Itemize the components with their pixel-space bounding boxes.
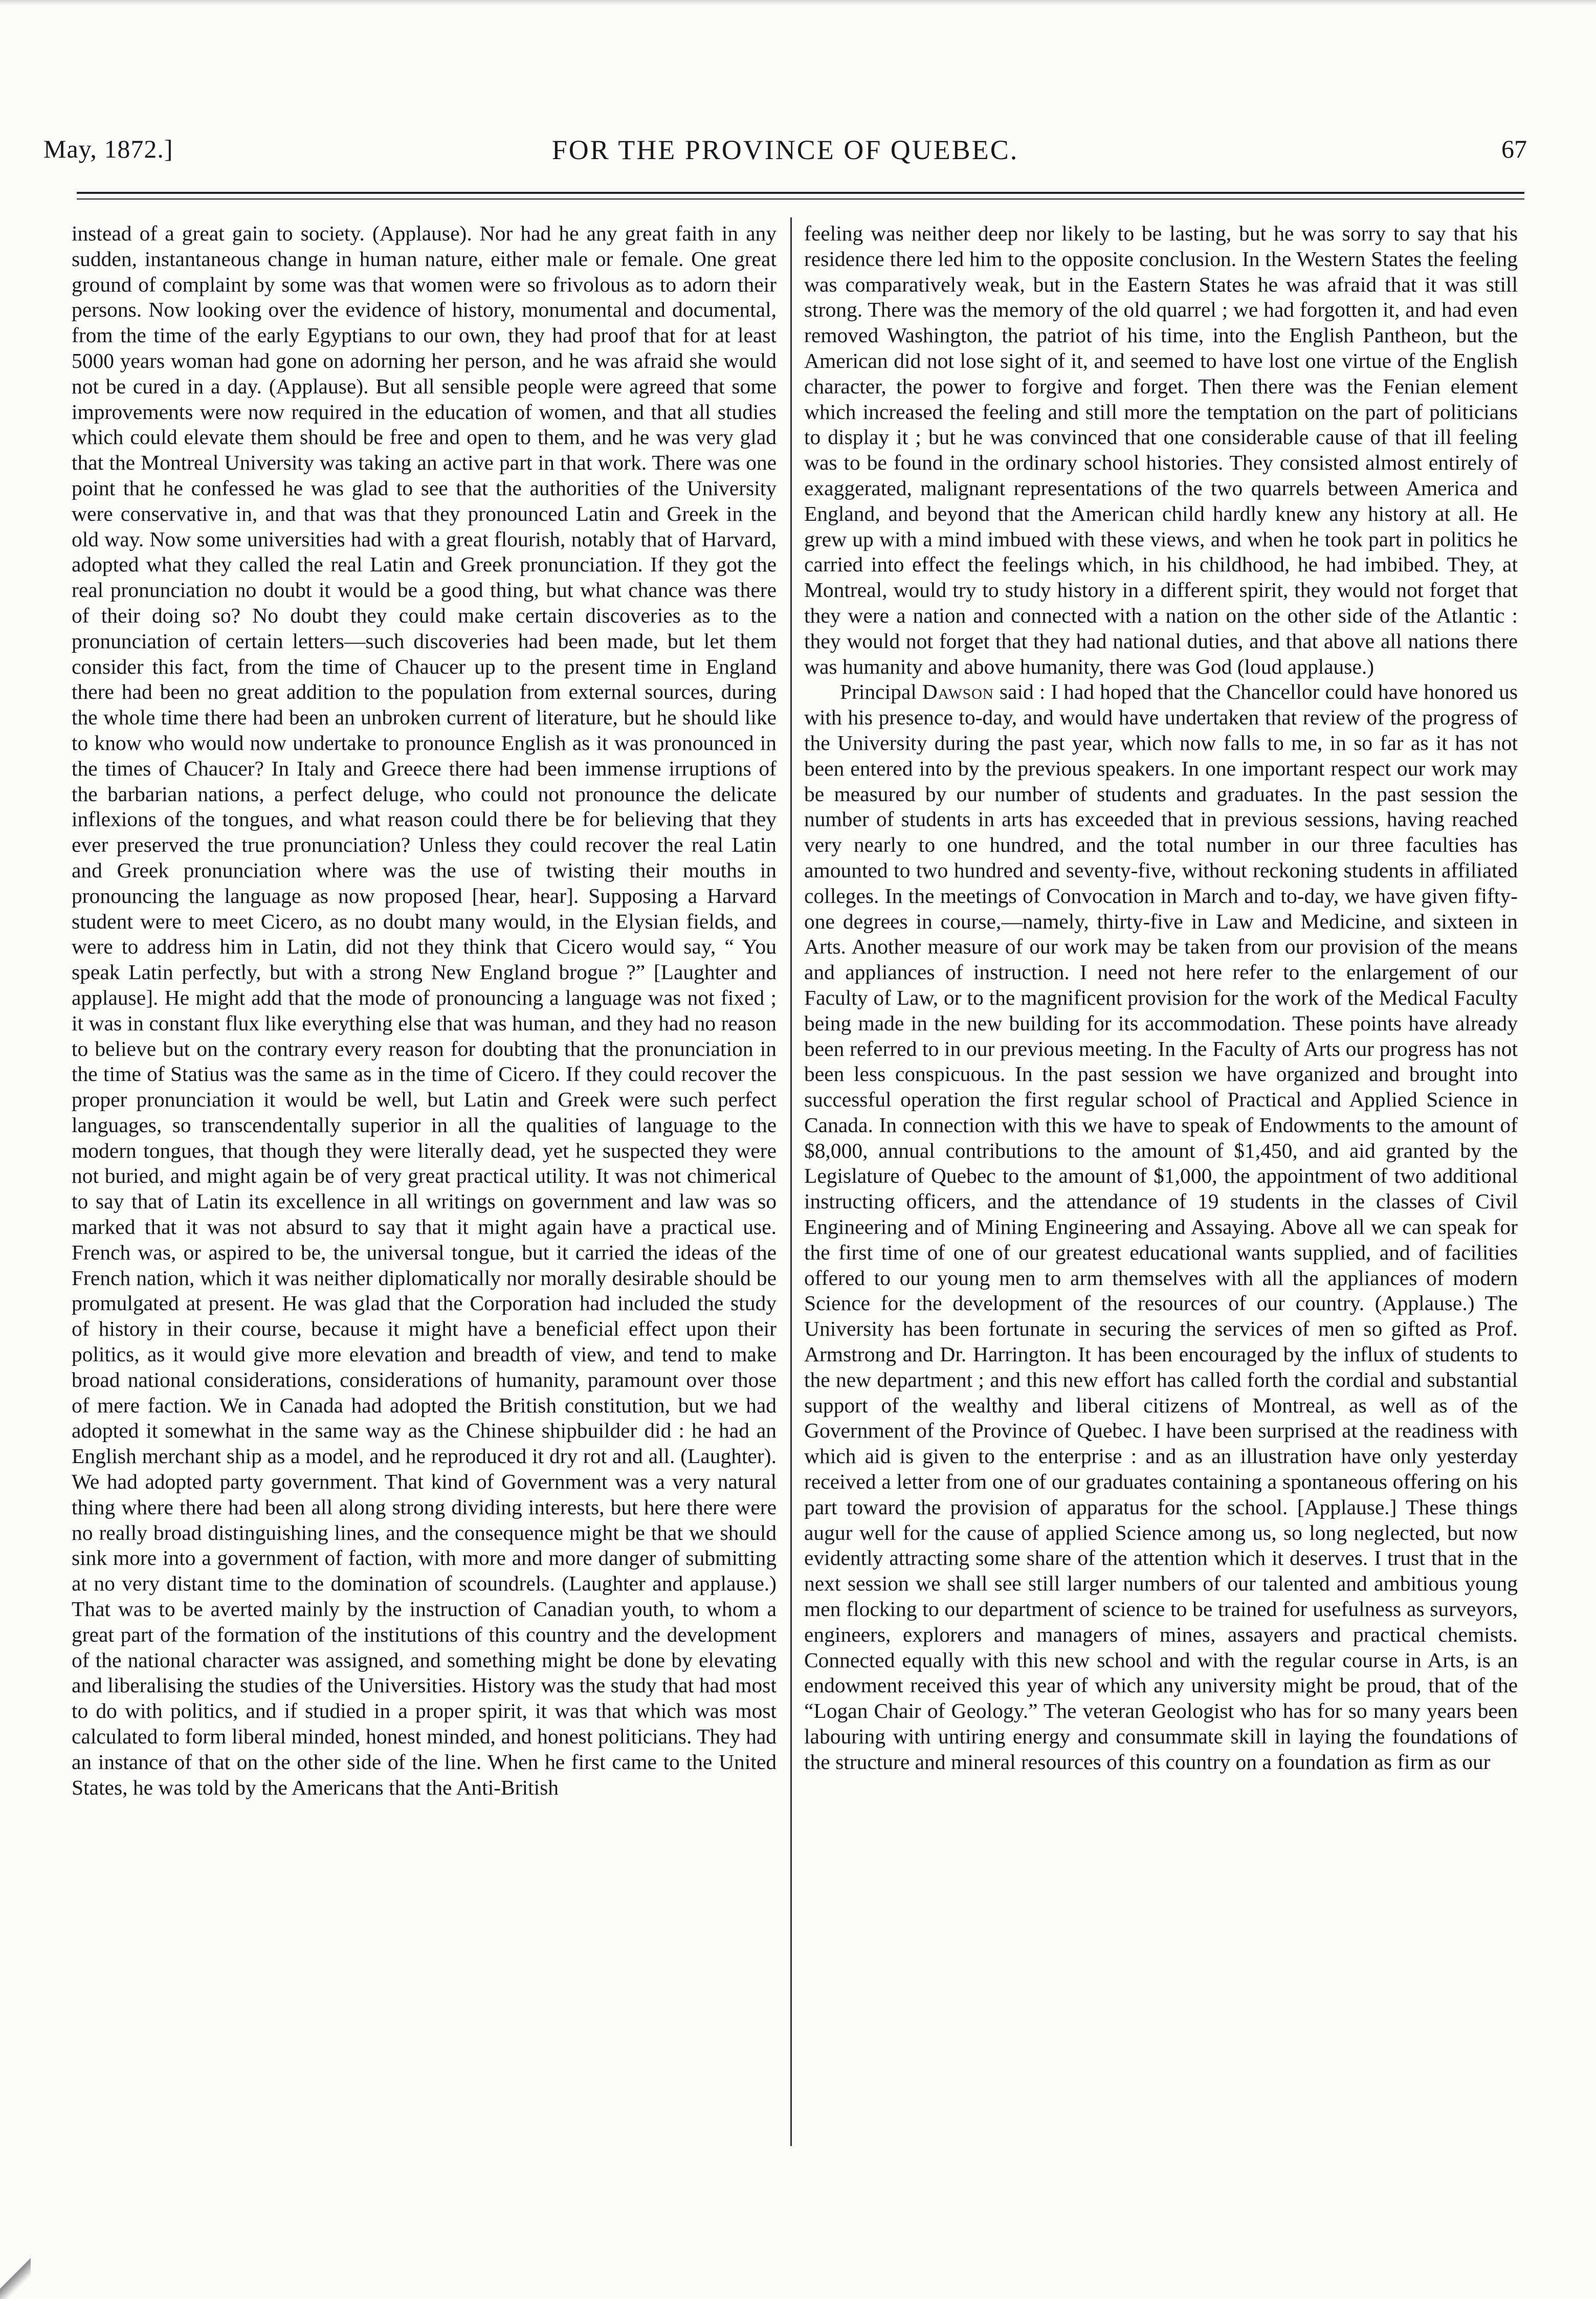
column-divider — [790, 217, 792, 2146]
speech-text: said : I had hoped that the Chancellor could have honored us with his presence to-day, and would have undertaken that review of the progress of the University during the past year, which now falls to me, in so far as it has not been entered into by the previous speakers. In one important respect our work may be measured by our number of students and graduates. In the past session the number of students in arts has exceeded that in previous sessions, having reached very nearly to one hundred, and the total number in our three faculties has amounted to two hundred and seventy-five, without reckoning students in affiliated colleges. In the meetings of Convocation in March and to-day, we have given fifty-one degrees in course,—namely, thirty-five in Law and Medicine, and sixteen in Arts. Another measure of our work may be taken from our provision of the means and appliances of instruction. I need not here refer to the enlargement of our Faculty of Law, or to the magnificent provision for the work of the Medical Faculty being made in the new building for its accommodation. These points have already been referred to in our previous meeting. In the Faculty of Arts our progress has not been less conspicuous. In the past session we have organized and brought into successful operation the first regular school of Practical and Applied Science in Canada. In connection with this we have to speak of Endowments to the amount of $8,000, annual contributions to the amount of $1,450, and aid granted by the Legislature of Quebec to the amount of $1,000, the appointment of two additional instructing officers, and the attendance of 19 students in the classes of Civil Engineering and of Mining Engineering and Assaying. Above all we can speak for the first time of one of our greatest educational wants supplied, and of facilities offered to our young men to arm themselves with all the appliances of modern Science for the development of the resources of our country. (Applause.) The University has been fortunate in securing the services of men so gifted as Prof. Armstrong and Dr. Harrington. It has been encouraged by the influx of students to the new department ; and this new effort has called forth the cordial and substantial support of the wealthy and liberal citizens of Montreal, as well as of the Government of the Province of Quebec. I have been surprised at the readiness with which aid is given to the enterprise : and as an illustration have only yesterday received a letter from one of our graduates containing a spontaneous offering on his part toward the provision of apparatus for the school. [Applause.] These things augur well for the cause of applied Science among us, so long neglected, but now evidently attracting some share of the attention which it deserves. I trust that in the next session we shall see still larger numbers of our talented and ambitious young men flocking to our department of science to be trained for usefulness as surveyors, engineers, explorers and managers of mines, assayers and practical chemists. Connected equally with this new school and with the regular course in Arts, is an endowment received this year of which any university might be proud, that of the “Logan Chair of Geology.” The veteran Geologist who has for so many years been labouring with untiring energy and consummate skill in laying the foundations of the structure and mineral resources of this country on a foundation as firm as our — [804, 680, 1518, 1774]
header-rule-thin — [77, 198, 1524, 200]
right-column-paragraph-1: feeling was neither deep nor likely to be lasting, but he was sorry to say that his residence there led him to the opposite conclusion. In the Western States the feeling was comparatively weak, but in the Eastern States he was afraid that it was still strong. There was the memory of the old quarrel ; we had forgotten it, and had even removed Washington, the patriot of his time, into the English Pantheon, but the American did not lose sight of it, and seemed to have lost one virtue of the English character, the power to forgive and forget. Then there was the Fenian element which increased the feeling and still more the temptation on the part of politicians to display it ; but he was convinced that one considerable cause of that ill feeling was to be found in the ordinary school histories. They consisted almost entirely of exaggerated, malignant representations of the two quarrels between America and England, and beyond that the American child hardly knew any history at all. He grew up with a mind imbued with these views, and when he took part in politics he carried into effect the feelings which, in his childhood, he had imbibed. They, at Montreal, would try to study history in a different spirit, they would not forget that they were a nation and connected with a nation on the other side of the Atlantic : they would not forget that they had national duties, and that above all nations there was humanity and above humanity, there was God (loud applause.) — [804, 222, 1518, 678]
header-title: FOR THE PROVINCE OF QUEBEC. — [551, 135, 1019, 165]
header-date: May, 1872.] — [43, 135, 173, 163]
right-column — [804, 221, 1518, 2242]
header-rule-thick — [77, 192, 1524, 194]
page-corner-mark — [0, 2238, 31, 2299]
right-column-paragraph-2 — [804, 679, 1518, 1775]
page-top-edge — [0, 0, 1596, 5]
speaker-name: Dawson — [922, 680, 994, 704]
page-number: 67 — [1501, 135, 1527, 163]
left-column — [72, 221, 777, 2242]
left-column-paragraph: instead of a great gain to society. (Applause). Nor had he any great faith in any sudden, instantaneous change in human nature, either male or female. One great ground of complaint by some was that women were so frivolous as to adorn their persons. Now looking over the evidence of history, monumental and documental, from the time of the early Egyptians to our own, they had proof that for at least 5000 years woman had gone on adorning her person, and he was afraid she would not be cured in a day. (Applause). But all sensible people were agreed that some improvements were now required in the education of women, and that all studies which could elevate them should be free and open to them, and he was very glad that the Montreal University was taking an active part in that work. There was one point that he confessed he was glad to see that the authorities of the University were conservative in, and that was that they pronounced Latin and Greek in the old way. Now some universities had with a great flourish, notably that of Harvard, adopted what they called the real Latin and Greek pronunciation. If they got the real pronunciation no doubt it would be a good thing, but what chance was there of their doing so? No doubt they could make certain discoveries as to the pronunciation of certain letters—such discoveries had been made, but let them consider this fact, from the time of Chaucer up to the present time in England there had been no great addition to the population from external sources, during the whole time there had been an unbroken current of literature, but he should like to know who would now undertake to pronounce English as it was pronounced in the times of Chaucer? In Italy and Greece there had been immense irruptions of the barbarian nations, a perfect deluge, who could not pronounce the delicate inflexions of the tongues, and what reason could there be for believing that they ever preserved the true pronunciation? Unless they could recover the real Latin and Greek pronunciation where was the use of twisting their mouths in pronouncing the language as now proposed [hear, hear]. Supposing a Harvard student were to meet Cicero, as no doubt many would, in the Elysian fields, and were to address him in Latin, did not they think that Cicero would say, “ You speak Latin perfectly, but with a strong New England brogue ?” [Laughter and applause]. He might add that the mode of pronouncing a language was not fixed ; it was in constant flux like everything else that was human, and they had no reason to believe but on the contrary every reason for doubting that the pronunciation in the time of Statius was the same as in the time of Cicero. If they could recover the proper pronunciation it would be well, but Latin and Greek were such perfect languages, so transcendentally superior in all the qualities of language to the modern tongues, that though they were literally dead, yet he suspected they were not buried, and might again be of very great practical utility. It was not chimerical to say that of Latin its excellence in all writings on government and law was so marked that it was not absurd to say that it might again have a practical use. French was, or aspired to be, the universal tongue, but it carried the ideas of the French nation, which it was neither diplomatically nor morally desirable should be promulgated at present. He was glad that the Corporation had included the study of history in their course, because it might have a beneficial effect upon their politics, as it would give more elevation and breadth of view, and tend to make broad national considerations, considerations of humanity, paramount over those of mere faction. We in Canada had adopted the British constitution, but we had adopted it somewhat in the same way as the Chinese shipbuilder did : he had an English merchant ship as a model, and he reproduced it dry rot and all. (Laughter). We had adopted party government. That kind of Government was a very natural thing where there had been all along strong dividing interests, but here there were no really broad distinguishing lines, and the consequence might be that we should sink more into a government of faction, with more and more danger of submitting at no very distant time to the domination of scoundrels. (Laughter and applause.) That was to be averted mainly by the instruction of Canadian youth, to whom a great part of the formation of the institutions of this country and the development of the national character was assigned, and something might be done by elevating and liberalising the studies of the Universities. History was the study that had most to do with politics, and if studied in a proper spirit, it was that which was most calculated to form liberal minded, honest minded, and honest politicians. They had an instance of that on the other side of the line. When he first came to the United States, he was told by the Americans that the Anti-British — [72, 222, 777, 1799]
running-header — [43, 134, 1527, 175]
speaker-prefix: Principal — [840, 680, 922, 704]
